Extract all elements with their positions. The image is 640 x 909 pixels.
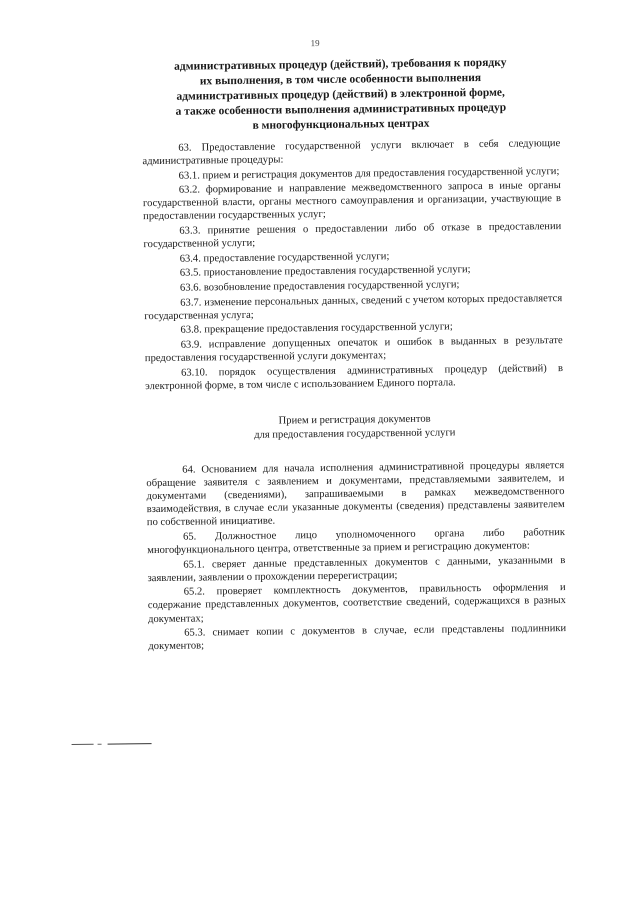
footer-divider bbox=[98, 744, 102, 745]
paragraph: 63.1. прием и регистрация документов для предоставления государственной услуги; bbox=[178, 165, 560, 182]
paragraph: 63.4. предоставление государственной услуги; bbox=[179, 250, 390, 265]
subsection-heading bbox=[146, 411, 564, 443]
title-line: административных процедур (действий) в электронной форме, bbox=[176, 86, 505, 103]
title-line: в многофункциональных центрах bbox=[252, 117, 430, 132]
procedures-list bbox=[142, 137, 563, 394]
subheading-line: для предоставления государственной услуги bbox=[254, 426, 456, 441]
paragraph: 65.2. проверяет комплектность документов, правильность оформления и содержание представленных документов, соответствие сведений, содержащихся в разных документах; bbox=[147, 582, 566, 625]
paragraph: 63.8. прекращение предоставления государственной услуги; bbox=[180, 321, 453, 336]
paragraph: 65.3. снимает копии с документов в случае, если представлены подлинники документов; bbox=[148, 623, 567, 653]
paragraph: 63.3. принятие решения о предоставлении либо об отказе в предоставлении государственной услуги; bbox=[143, 221, 562, 251]
paragraph: 65. Должностное лицо уполномоченного органа либо работник многофункционального центра, ответственные за прием и регистрацию документов: bbox=[147, 526, 566, 557]
paragraph: 63.10. порядок осуществления административных процедур (действий) в электронной форме, в том числе с использованием Единого портала. bbox=[145, 362, 564, 392]
footer-divider bbox=[72, 744, 94, 745]
page-number: 19 bbox=[310, 37, 320, 49]
title-line: административных процедур (действий), требования к порядку bbox=[174, 56, 507, 73]
reception-procedure bbox=[146, 459, 566, 655]
paragraph: 63.6. возобновление предоставления государственной услуги; bbox=[179, 279, 460, 294]
title-line: их выполнения, в том числе особенности выполнения bbox=[199, 72, 482, 88]
paragraph: 63.9. исправление допущенных опечаток и ошибок в выданных в результате предоставления государственной услуги документах; bbox=[144, 334, 563, 365]
title-line: а также особенности выполнения административных процедур bbox=[175, 101, 507, 118]
paragraph: 65.1. сверяет данные представленных документов с данными, указанными в заявлении, заявлении о прохождении перерегистрации; bbox=[147, 554, 566, 584]
paragraph: 63.5. приостановление предоставления государственной услуги; bbox=[179, 264, 471, 280]
paragraph: 63. Предоставление государственной услуги включает в себя следующие административные процедуры: bbox=[142, 138, 561, 168]
paragraph: 63.7. изменение персональных данных, сведений с учетом которых предоставляется государственная услуга; bbox=[144, 292, 563, 322]
section-title bbox=[140, 55, 541, 135]
subheading-line: Прием и регистрация документов bbox=[278, 413, 431, 427]
paragraph: 64. Основанием для начала исполнения административной процедуры является обращение заявителя с заявлением и документами, представляемыми заявителем, и документами (сведениями), запрашиваемыми в рамках межведомственного взаимодействия, в случае если указанные документы (сведения) представлены заявителем по собственной инициативе. bbox=[146, 460, 565, 529]
paragraph: 63.2. формирование и направление межведомственного запроса в иные органы государственной власти, органы местного самоуправления и организации, участвующие в предоставлении государственных услуг; bbox=[142, 180, 562, 223]
footer-divider bbox=[108, 743, 152, 745]
